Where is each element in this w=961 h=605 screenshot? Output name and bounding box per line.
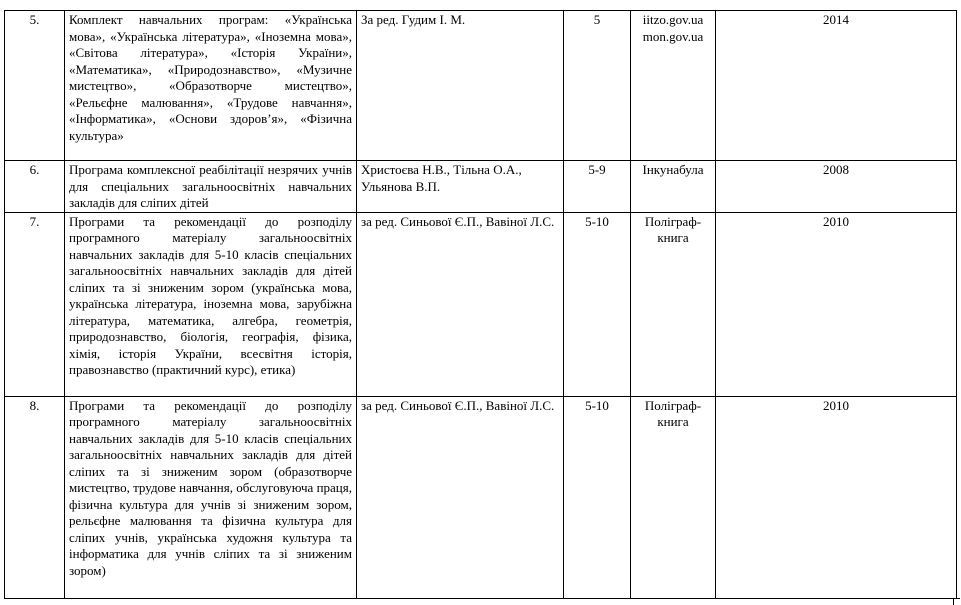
- row-number: 6.: [5, 161, 65, 213]
- program-year: 2008: [716, 161, 957, 213]
- source-line: книга: [657, 414, 689, 429]
- program-author: за ред. Синьової Є.П., Вавіної Л.С.: [357, 212, 564, 396]
- program-year: 2010: [716, 212, 957, 396]
- source-line: iitzo.gov.ua: [642, 12, 704, 27]
- table-row: [5, 396, 957, 598]
- programs-table: [4, 10, 957, 599]
- source-line: Інкунабула: [642, 162, 704, 177]
- program-title: Програми та рекомендації до розподілу програмного матеріалу загальноосвітніх навчальних закладів для 5-10 класів спеціальних загальноосвітніх навчальних закладів для дітей сліпих та зі зниженим зором (українська мова, українська література, іноземна мова, зарубіжна література, математика, алгебра, геометрія, природознавство, біологія, географія, фізика, хімія, історія України, всесвітня історія, правознавство (практичний курс), етика): [65, 212, 357, 396]
- source-line: книга: [657, 230, 689, 245]
- program-grades: 5: [564, 11, 631, 161]
- source-line: mon.gov.ua: [642, 28, 704, 44]
- table-row: [5, 212, 957, 396]
- program-year: 2010: [716, 396, 957, 598]
- program-title: Програми та рекомендації до розподілу програмного матеріалу загальноосвітніх навчальних закладів для 5-10 класів спеціальних загальноосвітніх навчальних закладів для дітей сліпих та зі зниженим зором (образотворче мистецтво, трудове навчання, обслуговуюча праця, фізична культура для учнів зі зниженим зором, рельєфне малювання та фізична культура для сліпих учнів, українська художня культура та інформатика для учнів сліпих та зі зниженим зором): [65, 396, 357, 598]
- source-line: Поліграф-: [644, 213, 702, 229]
- table-row: [5, 11, 957, 161]
- program-grades: 5-9: [564, 161, 631, 213]
- program-source: [631, 396, 716, 598]
- program-source: [631, 212, 716, 396]
- program-source: [631, 11, 716, 161]
- source-line: Поліграф-: [644, 397, 702, 413]
- program-source: [631, 161, 716, 213]
- program-grades: 5-10: [564, 396, 631, 598]
- program-title: Комплект навчальних програм: «Українська мова», «Українська література», «Іноземна мова», «Світова література», «Історія України», «Математика», «Природознавство», «Музичне мистецтво», «Образотворче мистецтво», «Рельєфне малювання», «Трудове навчання», «Інформатика», «Основи здоров’я», «Фізична культура»: [65, 11, 357, 161]
- row-number: 8.: [5, 396, 65, 598]
- program-author: За ред. Гудим І. М.: [357, 11, 564, 161]
- program-title: Програма комплексної реабілітації незрячих учнів для спеціальних загальноосвітніх навчальних закладів для сліпих дітей: [65, 161, 357, 213]
- program-year: 2014: [716, 11, 957, 161]
- program-grades: 5-10: [564, 212, 631, 396]
- table-row: [5, 161, 957, 213]
- row-number: 5.: [5, 11, 65, 161]
- program-author: за ред. Синьової Є.П., Вавіної Л.С.: [357, 396, 564, 598]
- program-author: Христоєва Н.В., Тільна О.А., Ульянова В.П.: [357, 161, 564, 213]
- row-number: 7.: [5, 212, 65, 396]
